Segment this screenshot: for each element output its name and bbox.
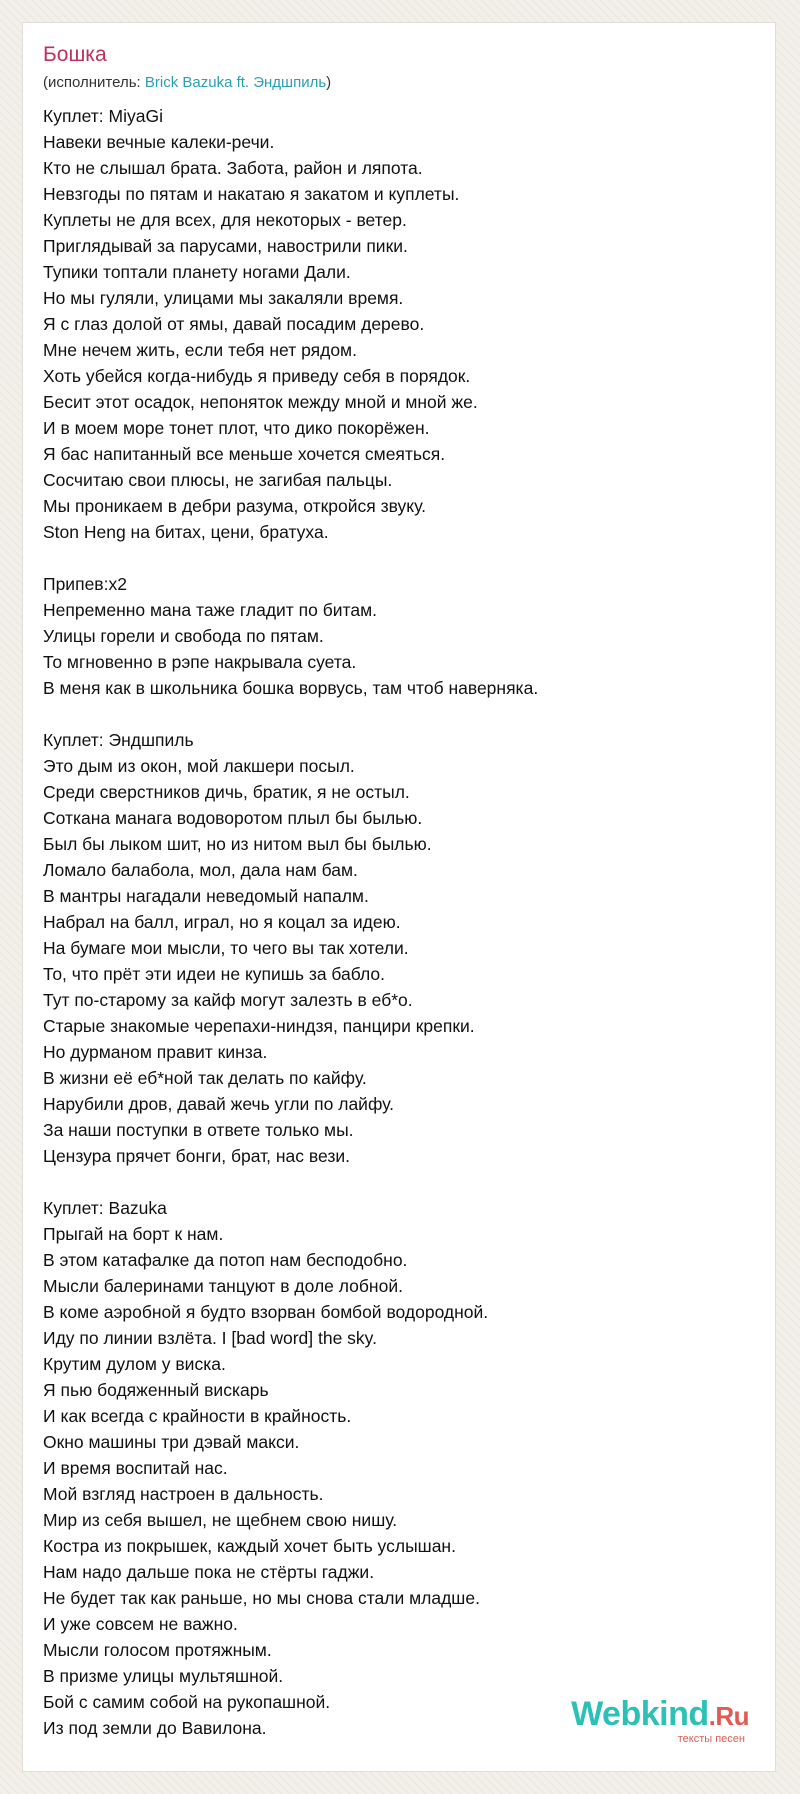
lyric-line: Был бы лыком шит, но из нитом выл бы былью. [43, 834, 432, 854]
lyric-line: И в моем море тонет плот, что дико покорёжен. [43, 418, 430, 438]
lyric-line: Цензура прячет бонги, брат, нас вези. [43, 1146, 351, 1166]
logo-tld: .Ru [708, 1701, 749, 1731]
lyric-line: В этом катафалке да потоп нам бесподобно. [43, 1250, 408, 1270]
lyric-line: Но мы гуляли, улицами мы закаляли время. [43, 288, 404, 308]
logo-tagline: тексты песен [677, 1733, 745, 1745]
lyric-line: Мы проникаем в дебри разума, откройся звуку. [43, 496, 426, 516]
lyric-line: В меня как в школьника бошка ворвусь, там чтоб наверняка. [43, 678, 539, 698]
lyric-line: Мир из себя вышел, не щебнем свою нишу. [43, 1510, 398, 1530]
lyric-line: Улицы горели и свобода по пятам. [43, 626, 324, 646]
lyric-line: Тут по-старому за кайф могут залезть в еб*о. [43, 990, 413, 1010]
lyric-line: Прыгай на борт к нам. [43, 1224, 224, 1244]
lyric-line: Мысли голосом протяжным. [43, 1640, 272, 1660]
lyric-line: Бой с самим собой на рукопашной. [43, 1692, 331, 1712]
lyric-line: Соткана манага водоворотом плыл бы былью. [43, 808, 423, 828]
lyric-line: Тупики топтали планету ногами Дали. [43, 262, 351, 282]
lyric-line: Ломало балабола, мол, дала нам бам. [43, 860, 358, 880]
lyric-line: Набрал на балл, играл, но я коцал за идею. [43, 912, 401, 932]
lyric-line: Невзгоды по пятам и накатаю я закатом и куплеты. [43, 184, 460, 204]
lyric-line: В мантры нагадали неведомый напалм. [43, 886, 369, 906]
lyric-line: Ston Heng на битах, цени, братуха. [43, 522, 329, 542]
lyric-line: Окно машины три дэвай макси. [43, 1432, 300, 1452]
lyric-line: Куплет: Bazuka [43, 1198, 167, 1218]
lyric-line: То мгновенно в рэпе накрывала суета. [43, 652, 357, 672]
lyric-line: Мой взгляд настроен в дальность. [43, 1484, 324, 1504]
lyric-line: Мысли балеринами танцуют в доле лобной. [43, 1276, 403, 1296]
lyric-line: Куплет: Эндшпиль [43, 730, 194, 750]
lyric-line: Навеки вечные калеки-речи. [43, 132, 275, 152]
lyric-line: Непременно мана таже гладит по битам. [43, 600, 377, 620]
lyric-line: Но дурманом правит кинза. [43, 1042, 268, 1062]
lyric-line: Это дым из окон, мой лакшери посыл. [43, 756, 355, 776]
stanza-gap [43, 701, 743, 727]
lyrics-text [43, 103, 743, 1741]
song-title: Бошка [43, 43, 107, 66]
lyric-line: И уже совсем не важно. [43, 1614, 238, 1634]
lyric-line: Не будет так как раньше, но мы снова стали младше. [43, 1588, 480, 1608]
lyric-line: Нам надо дальше пока не стёрты гаджи. [43, 1562, 375, 1582]
lyric-line: Кто не слышал брата. Забота, район и ляпота. [43, 158, 423, 178]
lyric-line: Нарубили дров, давай жечь угли по лайфу. [43, 1094, 395, 1114]
lyric-line: И как всегда с крайности в крайность. [43, 1406, 352, 1426]
lyric-line: В коме аэробной я будто взорван бомбой водородной. [43, 1302, 489, 1322]
lyric-line: За наши поступки в ответе только мы. [43, 1120, 354, 1140]
lyric-line: Куплеты не для всех, для некоторых - ветер. [43, 210, 407, 230]
lyric-line: Куплет: MiyaGi [43, 106, 163, 126]
stanza-gap [43, 1169, 743, 1195]
lyric-line: Бесит этот осадок, непоняток между мной и мной же. [43, 392, 478, 412]
lyric-line: Приглядывай за парусами, навострили пики. [43, 236, 408, 256]
artist-suffix: ) [326, 74, 332, 91]
lyric-line: И время воспитай нас. [43, 1458, 228, 1478]
lyric-line: Иду по линии взлёта. I [bad word] the sky. [43, 1328, 377, 1348]
lyric-line: Костра из покрышек, каждый хочет быть услышан. [43, 1536, 456, 1556]
lyric-line: Я бас напитанный все меньше хочется смеяться. [43, 444, 446, 464]
artist-line [43, 74, 331, 91]
lyric-line: Среди сверстников дичь, братик, я не остыл. [43, 782, 410, 802]
stanza-gap [43, 545, 743, 571]
lyric-line: В жизни её еб*ной так делать по кайфу. [43, 1068, 367, 1088]
logo-name: Webkind [571, 1695, 709, 1733]
lyric-line: Я с глаз долой от ямы, давай посадим дерево. [43, 314, 425, 334]
artist-prefix: (исполнитель: [43, 74, 145, 91]
lyric-line: Хоть убейся когда-нибудь я приведу себя в порядок. [43, 366, 471, 386]
lyric-line: На бумаге мои мысли, то чего вы так хотели. [43, 938, 409, 958]
site-logo[interactable] [571, 1697, 749, 1745]
lyric-line: Припев:x2 [43, 574, 127, 594]
artist-link[interactable]: Brick Bazuka ft. Эндшпиль [144, 74, 327, 91]
lyric-line: То, что прёт эти идеи не купишь за бабло. [43, 964, 386, 984]
lyric-line: Из под земли до Вавилона. [43, 1718, 267, 1738]
lyrics-card [22, 22, 776, 1772]
lyric-line: Сосчитаю свои плюсы, не загибая пальцы. [43, 470, 393, 490]
lyric-line: Крутим дулом у виска. [43, 1354, 226, 1374]
lyric-line: Я пью бодяженный вискарь [43, 1380, 269, 1400]
lyric-line: В призме улицы мультяшной. [43, 1666, 284, 1686]
lyric-line: Старые знакомые черепахи-ниндзя, панцири крепки. [43, 1016, 475, 1036]
lyric-line: Мне нечем жить, если тебя нет рядом. [43, 340, 357, 360]
